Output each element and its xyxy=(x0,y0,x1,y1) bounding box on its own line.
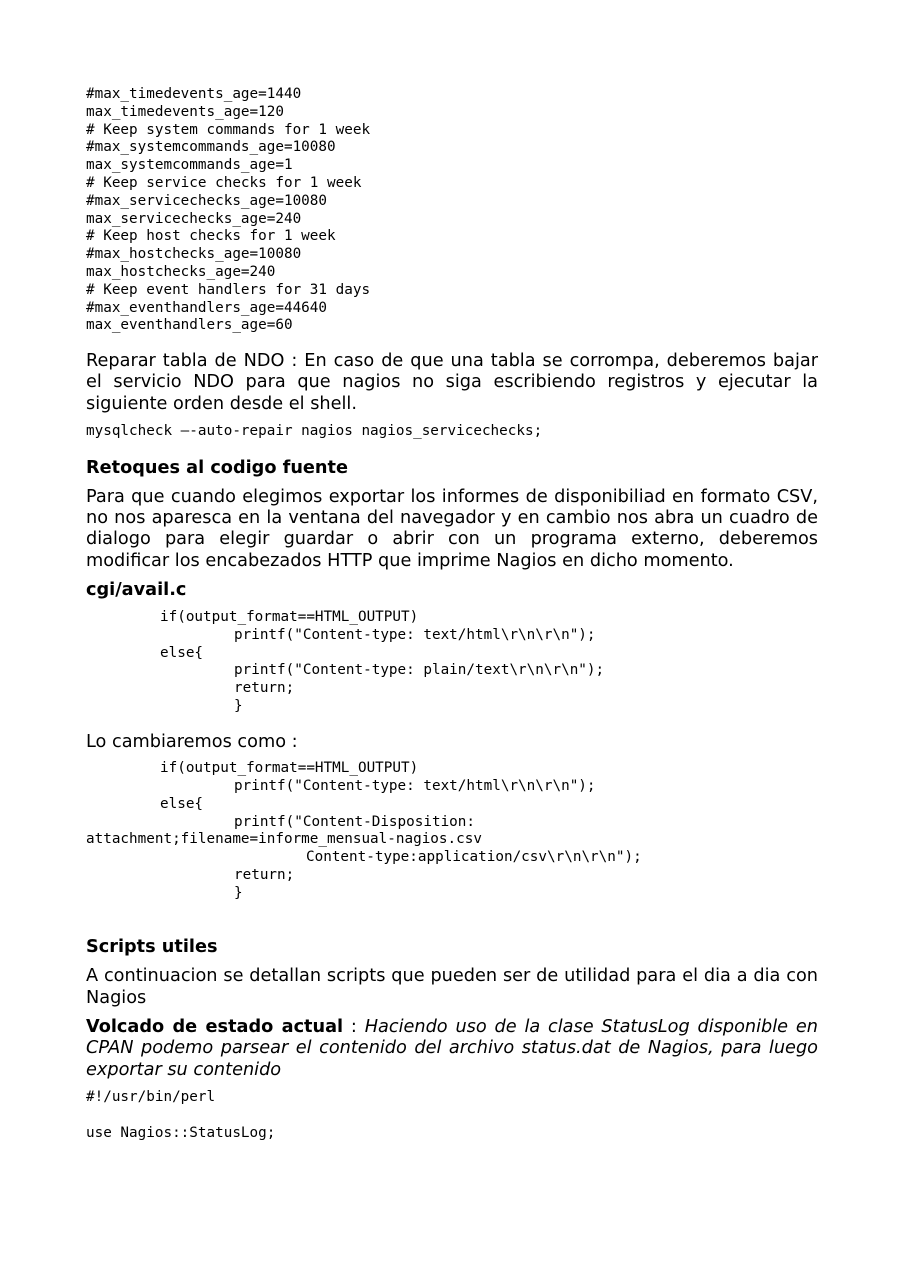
code-line: #max_systemcommands_age=10080 xyxy=(86,139,336,156)
code-line: max_servicechecks_age=240 xyxy=(86,210,302,227)
code-line: } xyxy=(234,884,243,901)
code-line: max_timedevents_age=120 xyxy=(86,103,284,120)
scripts-heading: Scripts utiles xyxy=(86,937,218,958)
file-heading: cgi/avail.c xyxy=(86,580,187,601)
code-line: if(output_format==HTML_OUTPUT) xyxy=(160,609,419,626)
code-line: printf("Content-type: text/html\r\n\r\n"); xyxy=(234,626,596,643)
repair-paragraph: Reparar tabla de NDO : En caso de que una tabla se corrompa, deberemos bajar el servicio NDO para que nagios no siga escribiendo registros y ejecutar la siguiente orden desde el shell. xyxy=(86,351,818,414)
code-line: printf("Content-Disposition: xyxy=(234,813,476,830)
code-line: #max_timedevents_age=1440 xyxy=(86,86,302,102)
code-line: attachment;filename=informe_mensual-nagios.csv xyxy=(86,831,482,848)
document-page xyxy=(86,86,818,1142)
code-line: return; xyxy=(234,680,295,697)
retoques-paragraph: Para que cuando elegimos exportar los informes de disponibiliad en formato CSV, no nos aparesca en la ventana del navegador y en cambio nos abra un cuadro de dialogo para elegir guardar o abrir con un programa externo, deberemos modificar los encabezados HTTP que imprime Nagios en dicho momento. xyxy=(86,486,818,571)
code-line: return; xyxy=(234,866,295,883)
code-line: # Keep event handlers for 31 days xyxy=(86,281,371,298)
code-line: if(output_format==HTML_OUTPUT) xyxy=(160,760,419,777)
code-line: # Keep system commands for 1 week xyxy=(86,121,371,138)
code-line: #max_eventhandlers_age=44640 xyxy=(86,299,328,316)
code-line: #max_hostchecks_age=10080 xyxy=(86,246,302,263)
code-line: # Keep service checks for 1 week xyxy=(86,174,362,191)
change-paragraph: Lo cambiaremos como : xyxy=(86,731,298,752)
code-line: max_hostchecks_age=240 xyxy=(86,263,276,280)
modified-code-block xyxy=(86,760,818,902)
volcado-separator: : xyxy=(343,1017,365,1038)
code-line: #max_servicechecks_age=10080 xyxy=(86,192,328,209)
config-code-block xyxy=(86,86,818,335)
repair-command: mysqlcheck –-auto-repair nagios nagios_servicechecks; xyxy=(86,423,543,440)
code-line: Content-type:application/csv\r\n\r\n"); xyxy=(306,849,642,866)
code-line-blank xyxy=(86,1107,818,1125)
code-line: else{ xyxy=(160,644,204,661)
perl-code-block xyxy=(86,1089,818,1142)
code-line: else{ xyxy=(160,795,204,812)
volcado-paragraph xyxy=(86,1017,818,1081)
code-line: printf("Content-type: plain/text\r\n\r\n"); xyxy=(234,662,605,679)
volcado-label: Volcado de estado actual xyxy=(86,1017,344,1038)
code-line: # Keep host checks for 1 week xyxy=(86,228,336,245)
code-line: max_systemcommands_age=1 xyxy=(86,157,293,174)
code-line: max_eventhandlers_age=60 xyxy=(86,317,293,334)
code-line: printf("Content-type: text/html\r\n\r\n"); xyxy=(234,777,596,794)
scripts-intro: A continuacion se detallan scripts que pueden ser de utilidad para el dia a dia con Nagios xyxy=(86,966,818,1008)
original-code-block xyxy=(86,609,818,716)
code-line: } xyxy=(234,698,243,715)
volcado-text: Haciendo uso de la clase StatusLog disponible en CPAN podemo parsear el contenido del archivo status.dat de Nagios, para luego exportar su contenido xyxy=(86,1017,818,1080)
code-line: use Nagios::StatusLog; xyxy=(86,1124,276,1141)
retoques-heading: Retoques al codigo fuente xyxy=(86,457,348,478)
code-line: #!/usr/bin/perl xyxy=(86,1088,216,1105)
